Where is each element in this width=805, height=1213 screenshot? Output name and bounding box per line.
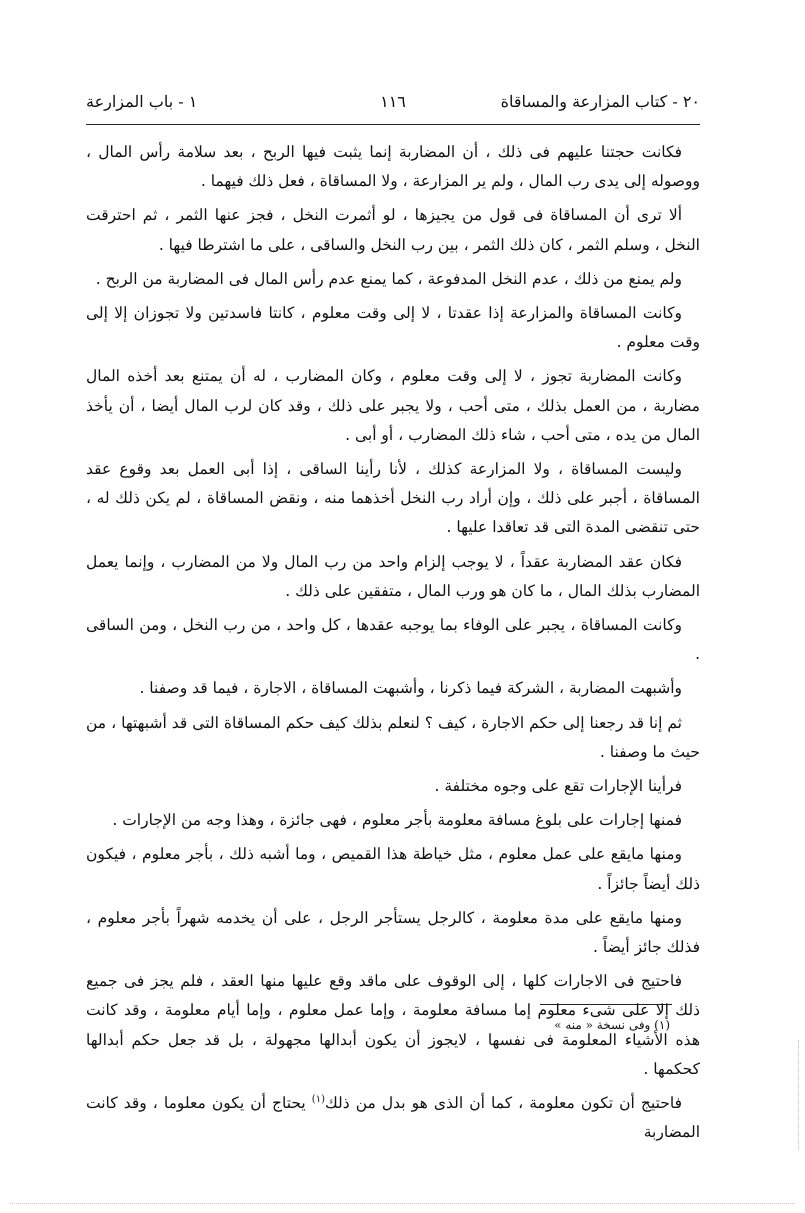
scan-margin-marks	[782, 1040, 799, 1150]
book-title: ٢٠ - كتاب المزارعة والمساقاة	[500, 92, 700, 111]
body-text	[86, 138, 700, 1153]
scan-bottom-edge	[10, 1203, 795, 1204]
footnote-reference: (١)	[311, 1093, 325, 1105]
paragraph-14: ومنها مايقع على مدة معلومة ، كالرجل يستأجر الرجل ، على أن يخدمه شهراً بأجر معلوم ، فذلك جائز أيضاً .	[86, 908, 700, 957]
paragraph-16	[86, 1089, 700, 1147]
paragraph-10: ثم إنا قد رجعنا إلى حكم الاجارة ، كيف ؟ لنعلم بذلك كيف حكم المساقاة التى قد أشبهتها ، من حيث ما وصفنا .	[86, 713, 700, 761]
paragraph-4: وكانت المساقاة والمزارعة إذا عقدتا ، لا إلى وقت معلوم ، كانتا فاسدتين ولا تجوزان إلا إلى وقت معلوم .	[86, 304, 700, 352]
paragraph-13: ومنها مايقع على عمل معلوم ، مثل خياطة هذا القميص ، وما أشبه ذلك ، بأجر معلوم ، فيكون ذلك أيضاً جائزاً .	[86, 845, 700, 893]
paragraph-16-end: يحتاج أن يكون معلوما ، وقد كانت المضاربة	[86, 1094, 700, 1142]
paragraph-11: فرأينا الإجارات تقع على وجوه مختلفة .	[434, 777, 682, 796]
paragraph-9: وأشبهت المضاربة ، الشركة فيما ذكرنا ، وأشبهت المساقاة ، الاجارة ، فيما قد وصفنا .	[139, 679, 682, 698]
page-number: ١١٦	[380, 92, 406, 111]
paragraph-1: فكانت حجتنا عليهم فى ذلك ، أن المضاربة إنما يثبت فيها الربح ، بعد سلامة رأس المال ، ووصوله إلى يدى رب المال ، ولم ير المزارعة ، ولا المساقاة ، فعل ذلك فيهما .	[86, 143, 700, 191]
footnote: (١) وفى نسخة « منه »	[554, 1018, 670, 1032]
header-divider	[86, 124, 700, 125]
paragraph-3: ولم يمنع من ذلك ، عدم النخل المدفوعة ، كما يمنع عدم رأس المال فى المضاربة من الربح .	[95, 269, 682, 288]
paragraph-5: وكانت المضاربة تجوز ، لا إلى وقت معلوم ، وكان المضارب ، له أن يمتنع بعد أخذه المال مضاربة ، من العمل بذلك ، متى أحب ، ولا يجبر على ذلك ، وقد كان لرب المال أيضا ، أن يأخذ المال من يده ، متى أحب ، شاء ذلك المضارب ، أو أبى .	[86, 367, 700, 444]
paragraph-2: ألا ترى أن المساقاة فى قول من يجيزها ، لو أثمرت النخل ، فجز عنها الثمر ، ثم احترقت النخل ، وسلم الثمر ، كان ذلك الثمر ، بين رب النخل والساقى ، على ما اشترطا فيها .	[86, 206, 700, 254]
paragraph-6: وليست المساقاة ، ولا المزارعة كذلك ، لأنا رأينا الساقى ، إذا أبى العمل بعد وقوع عقد المساقاة ، أجبر على ذلك ، وإن أراد رب النخل أخذهما منه ، ونقض المساقاة ، لم يكن ذلك له ، حتى تنقضى المدة التى قد تعاقدا عليها .	[86, 460, 700, 537]
paragraph-8: وكانت المساقاة ، يجبر على الوفاء بما يوجبه عقدها ، كل واحد ، من رب النخل ، ومن الساقى .	[86, 616, 700, 664]
paragraph-15: فاحتيج فى الاجارات كلها ، إلى الوقوف على ماقد وقع عليها منها العقد ، فلم يجز فى جميع ذلك إلا على شىء معلوم إما مسافة معلومة ، وإما عمل معلوم ، وإما أيام معلومة ، وقد كانت هذه الأشياء المعلومة فى نفسها ، لايجوز أن يكون أبدالها مجهولة ، بل قد جعل حكم أبدالها كحكمها .	[86, 972, 700, 1078]
chapter-title: ١ - باب المزارعة	[86, 92, 198, 111]
paragraph-12: فمنها إجارات على بلوغ مسافة معلومة بأجر معلوم ، فهى جائزة ، وهذا وجه من الإجارات .	[112, 811, 682, 830]
paragraph-16-start: فاحتيج أن تكون معلومة ، كما أن الذى هو بدل من ذلك	[324, 1094, 682, 1113]
paragraph-7: فكان عقد المضاربة عقداً ، لا يوجب إلزام واحد من رب المال ولا من المضارب ، وإنما يعمل المضارب بذلك المال ، ما كان هو ورب المال ، متفقين على ذلك .	[86, 552, 700, 600]
footnote-divider	[540, 1004, 672, 1005]
page-header	[86, 92, 700, 126]
